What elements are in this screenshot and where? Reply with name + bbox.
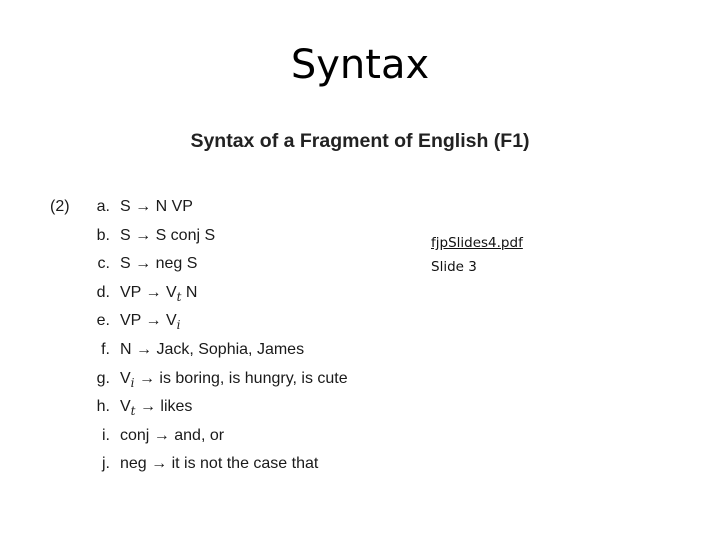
source-slide-label: Slide 3 (431, 259, 477, 275)
rule-j (90, 455, 348, 484)
rule-letter: c. (97, 255, 110, 273)
rule-letter: i. (102, 426, 110, 444)
rule-text: neg → it is not the case that (120, 455, 319, 473)
rule-text: VP → $V_i$ (120, 312, 181, 333)
rule-c (90, 255, 348, 284)
rule-list (90, 198, 348, 484)
rule-letter: f. (101, 340, 110, 358)
rule-text: VP → $V_t$ N (120, 283, 198, 304)
source-reference (431, 231, 523, 279)
rule-letter: e. (96, 312, 110, 330)
example-number: (2) (50, 198, 70, 215)
rule-h (90, 398, 348, 427)
rule-text: $V_t$ → likes (120, 398, 193, 419)
slide-title: Syntax (290, 42, 430, 88)
rule-text: S → neg S (120, 255, 198, 273)
rule-e (90, 312, 348, 341)
source-file-link[interactable]: fjpSlides4.pdf (431, 235, 523, 251)
fragment-heading: Syntax of a Fragment of English (F1) (190, 130, 530, 152)
rule-f (90, 341, 348, 370)
rule-text: S → S conj S (120, 226, 216, 244)
rule-b (90, 227, 348, 256)
rule-letter: b. (96, 226, 110, 244)
rule-letter: d. (96, 283, 110, 301)
rule-text: conj → and, or (120, 426, 225, 444)
rule-text: $V_i$ → is boring, is hungry, is cute (120, 369, 348, 390)
rule-letter: a. (96, 198, 110, 215)
rule-d (90, 284, 348, 313)
rule-text: N → Jack, Sophia, James (120, 340, 305, 358)
rule-text: S → N VP (120, 198, 193, 215)
rule-letter: h. (96, 398, 110, 416)
rule-i (90, 427, 348, 456)
rule-a (90, 198, 348, 227)
rule-letter: j. (102, 455, 110, 473)
rule-g (90, 370, 348, 399)
rule-letter: g. (96, 369, 110, 387)
